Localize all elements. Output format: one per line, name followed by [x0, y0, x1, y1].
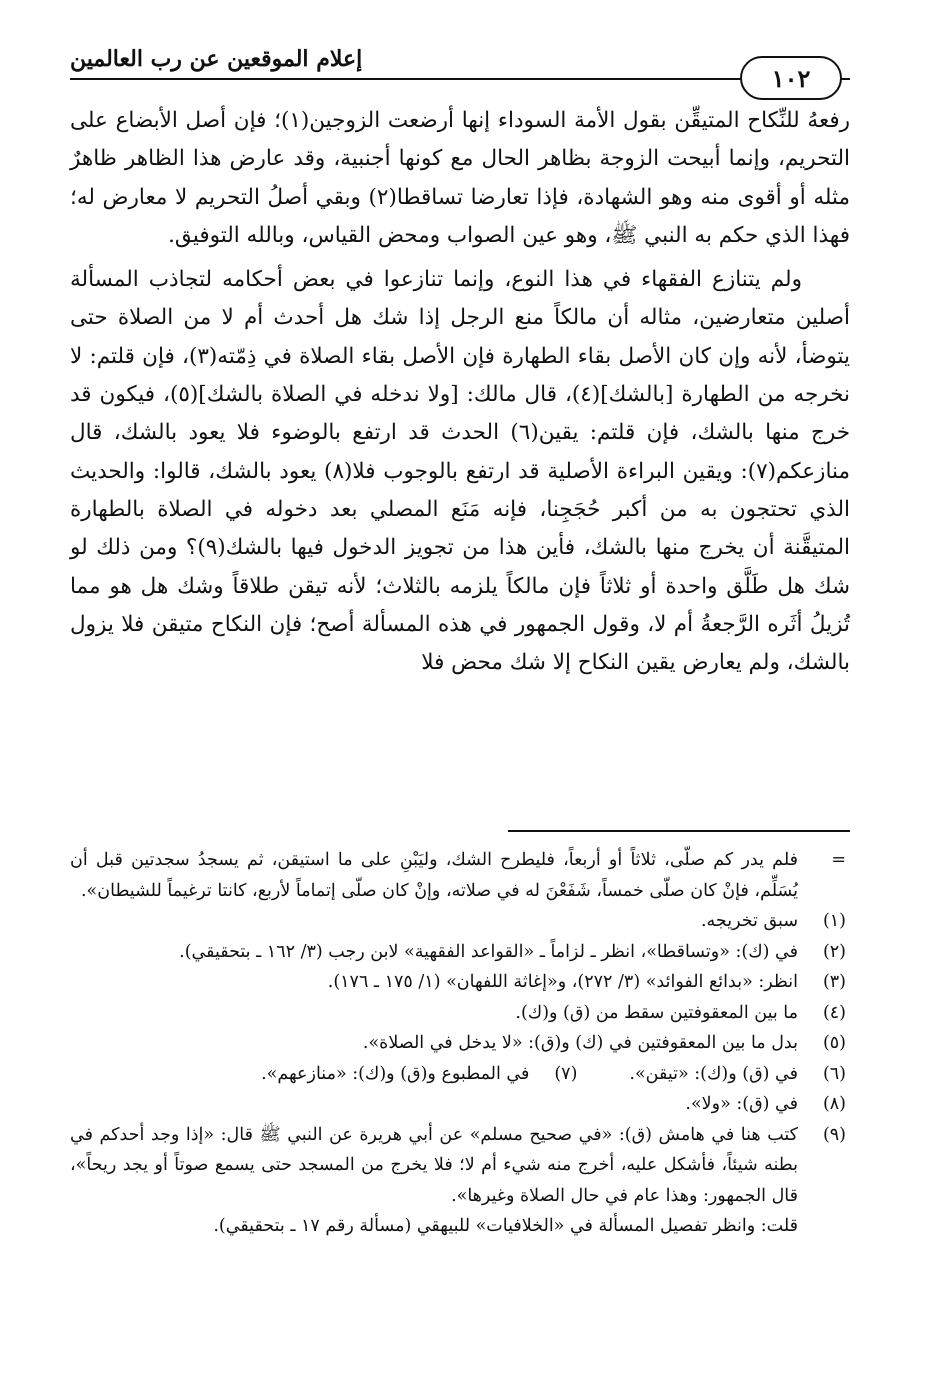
- footnote-text: في المطبوع و(ق) و(ك): «منازعهم».: [261, 1063, 530, 1084]
- paragraph: ولم يتنازع الفقهاء في هذا النوع، وإنما تنازعوا في بعض أحكامه لتجاذب المسألة أصلين متعارضين، مثاله أن مالكاً منع الرجل إذا شك هل أحدث أم لا من الصلاة حتى يتوضأ، لأنه وإن كان الأصل بقاء الطهارة فإن الأصل بقاء الصلاة في ذِمّته(٣)، فإن قلتم: لا نخرجه من الطهارة [بالشك](٤)، قال مالك: [ولا ندخله في الصلاة بالشك](٥)، فيكون قد خرج منها بالشك، فإن قلتم: يقين(٦) الحدث قد ارتفع بالوضوء فلا يعود بالشك، قال منازعكم(٧): ويقين البراءة الأصلية قد ارتفع بالوجوب فلا(٨) يعود بالشك، قالوا: والحديث الذي تحتجون به من أكبر حُجَجِنا، فإنه مَنَع المصلي بعد دخوله في الصلاة بالطهارة المتيقَّنة أن يخرج منها بالشك، فأين هذا من تجويز الدخول فيها بالشك(٩)؟ ومن ذلك لو شك هل طَلَّق واحدة أو ثلاثاً فإن مالكاً يلزمه بالثلاث؛ لأنه تيقن طلاقاً وشك هل هو مما تُزيلُ أثَره الرَّجعةُ أم لا، وقول الجمهور في هذه المسألة أصح؛ فإن النكاح متيقن فلا يزول بالشك، ولم يعارض يقين النكاح إلا شك محض فلا: [70, 267, 851, 676]
- paragraph: رفعهُ للنِّكاح المتيقِّن بقول الأمة السوداء إنها أرضعت الزوجين(١)؛ فإن أصل الأبضاع على التحريم، وإنما أبيحت الزوجة بظاهر الحال مع كونها أجنبية، وقد عارض هذا الظاهر ظاهرٌ مثله أو أقوى منه وهو الشهادة، فإذا تعارضا تساقطا(٢) وبقي أصلُ التحريم لا معارض له؛ فهذا الذي حكم به النبي ﷺ، وهو عين الصواب ومحض القياس، وبالله التوفيق.: [70, 108, 850, 248]
- footnote-text: انظر: «بدائع الفوائد» (٣/ ٢٧٢)، و«إغاثة اللفهان» (١/ ١٧٥ ـ ١٧٦).: [327, 972, 798, 992]
- footnote-text: كتب هنا في هامش (ق): «في صحيح مسلم» عن أبي هريرة عن النبي ﷺ قال: «إذا وجد أحدكم في بطنه شيئاً، فأشكل عليه، أخرج منه شيء أم لا؛ فلا يخرج من المسجد حتى يسمع صوتاً أو يجد ريحاً»، قال الجمهور: وهذا عام في حال الصلاة وغيرها».: [70, 1124, 798, 1206]
- footnote-4: [70, 998, 850, 1029]
- footnote-separator: [508, 830, 850, 832]
- footnote-continuation: [70, 845, 850, 906]
- book-title: إعلام الموقعين عن رب العالمين: [70, 46, 363, 72]
- footnote-pair-6-7: [70, 1059, 850, 1090]
- footnote-text: في (ك): «وتساقطا»، انظر ـ لزاماً ـ «القواعد الفقهية» لابن رجب (٣/ ١٦٢ ـ بتحقيقي).: [179, 941, 798, 962]
- footnote-1: [70, 906, 850, 937]
- footnote-3: [70, 967, 850, 998]
- page-number-badge: [740, 56, 842, 100]
- footnote-5: [70, 1028, 850, 1059]
- footnote-marker: (٧): [554, 1063, 578, 1084]
- footnote-text: في (ق) و(ك): «تيقن».: [629, 1063, 798, 1084]
- footnote-8: [70, 1089, 850, 1120]
- header-rule: [70, 78, 850, 80]
- footnotes: [70, 845, 850, 1242]
- footnote-marker: (١): [822, 911, 846, 931]
- footnote-7: [261, 1059, 581, 1090]
- footnote-marker: (٥): [822, 1033, 846, 1053]
- footnote-text: فلم يدر كم صلّى، ثلاثاً أو أربعاً، فليطرح الشك، وليَبْنِ على ما استيقن، ثم يسجدُ سجدتين قبل أن يُسَلِّم، فإنْ كان صلّى خمساً، شَفَعْنَ له في صلاته، وإنْ كان صلّى إتماماً لأربع، كانتا ترغيماً للشيطان».: [70, 850, 798, 901]
- footnote-marker: =: [831, 850, 846, 870]
- page-number: ١٠٢: [771, 63, 811, 93]
- book-page: [70, 40, 850, 1360]
- footnote-2: [70, 937, 850, 968]
- footnote-marker: (٢): [822, 941, 846, 962]
- footnote-marker: (٨): [822, 1094, 846, 1114]
- footnote-marker: (٩): [822, 1124, 846, 1145]
- running-header: [70, 40, 850, 100]
- footnote-9: [70, 1120, 850, 1242]
- footnote-marker: (٤): [822, 1002, 846, 1023]
- footnote-text: سبق تخريجه.: [700, 911, 798, 931]
- footnote-text: في (ق): «ولا».: [685, 1094, 798, 1114]
- footnote-remark: قلت: وانظر تفصيل المسألة في «الخلافيات» للبيهقي (مسألة رقم ١٧ ـ بتحقيقي).: [213, 1216, 798, 1236]
- footnote-marker: (٣): [822, 972, 846, 992]
- footnote-text: بدل ما بين المعقوفتين في (ك) و(ق): «لا يدخل في الصلاة».: [362, 1033, 798, 1053]
- main-text: [70, 102, 850, 682]
- footnote-marker: (٦): [822, 1063, 846, 1084]
- footnote-text: ما بين المعقوفتين سقط من (ق) و(ك).: [515, 1002, 798, 1023]
- footnote-body: [70, 1120, 798, 1242]
- footnote-6: [629, 1059, 850, 1090]
